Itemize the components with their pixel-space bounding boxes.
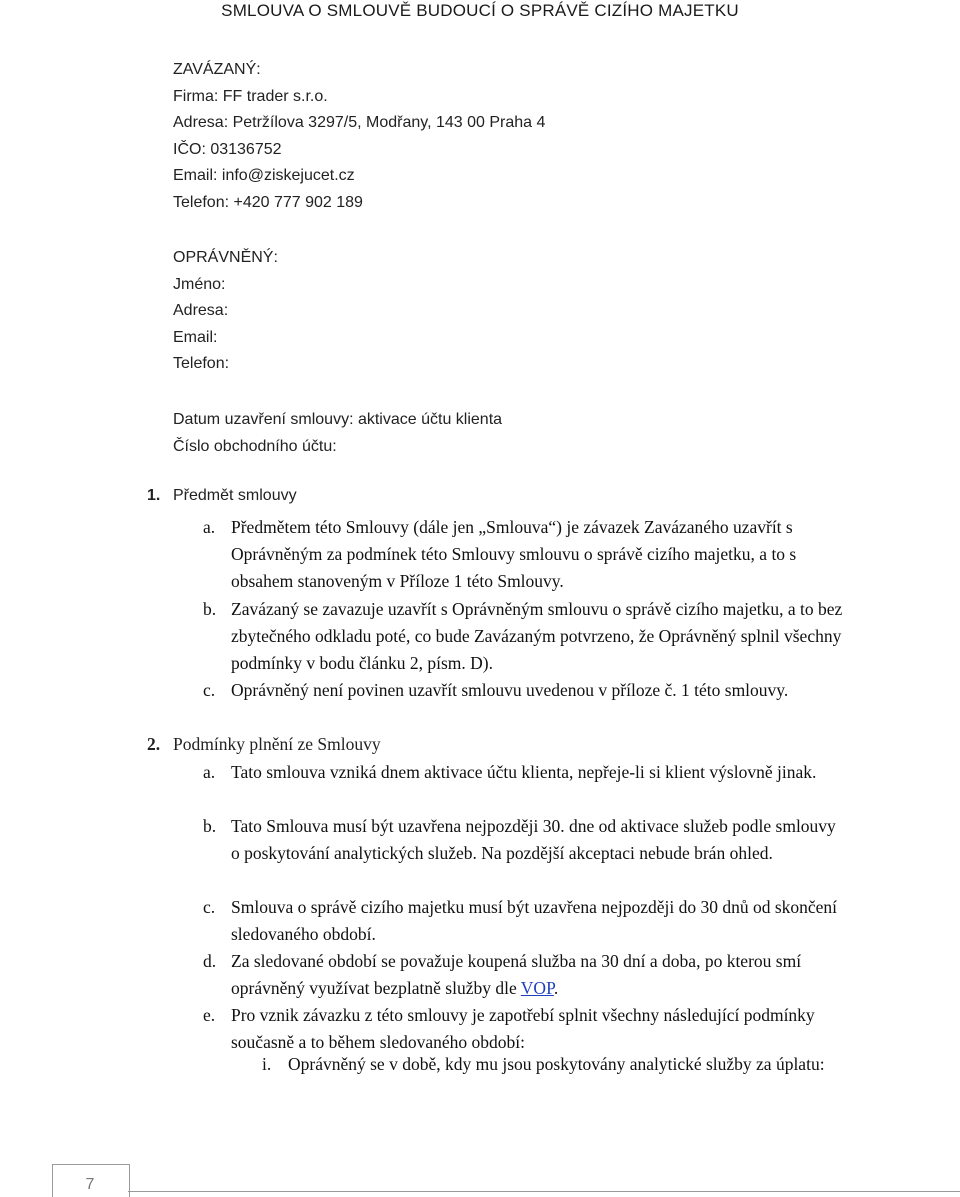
list-marker: b.	[203, 599, 217, 619]
list-item	[203, 813, 843, 867]
zavazany-ico: IČO: 03136752	[173, 140, 282, 158]
list-item	[203, 894, 843, 948]
party-opravneny	[173, 245, 278, 378]
list-item	[203, 596, 843, 677]
list-item-text-part: Za sledované období se považuje koupená služba na 30 dní a doba, po kterou smí oprávněný využívat bezplatně služby dle	[231, 951, 802, 998]
opravneny-jmeno: Jméno:	[173, 275, 226, 293]
opravneny-heading: OPRÁVNĚNÝ:	[173, 249, 278, 266]
sub-list-item	[262, 1051, 842, 1078]
list-item-text: Předmětem této Smlouvy (dále jen „Smlouva“) je závazek Zavázaného uzavřít s Oprávněným za podmínek této Smlouvy smlouvu o správě cizího majetku, a to s obsahem stanoveným v Příloze 1 této Smlouvy.	[231, 517, 797, 591]
list-marker: a.	[203, 517, 216, 537]
opravneny-email: Email:	[173, 328, 218, 346]
section-2-heading	[147, 734, 381, 755]
list-item	[203, 948, 843, 1002]
list-marker: d.	[203, 951, 217, 971]
list-marker: c.	[203, 680, 216, 700]
contract-date: Datum uzavření smlouvy: aktivace účtu klienta	[173, 411, 503, 428]
list-marker: e.	[203, 1005, 216, 1025]
section-number: 1.	[147, 487, 161, 504]
zavazany-firma: Firma: FF trader s.r.o.	[173, 87, 328, 105]
vop-link[interactable]: VOP	[520, 978, 554, 998]
list-item-text: Zavázaný se zavazuje uzavřít s Oprávněným smlouvu o správě cizího majetku, a to bez zbytečného odkladu poté, co bude Zavázaným potvrzeno, že Oprávněný splnil všechny podmínky v bodu článku 2, písm. D).	[231, 599, 843, 673]
section-title: Předmět smlouvy	[173, 487, 297, 504]
list-item	[203, 514, 843, 595]
section-number: 2.	[147, 734, 161, 754]
list-marker: i.	[262, 1054, 272, 1074]
footer-divider	[128, 1191, 960, 1192]
list-item-text-part: .	[553, 978, 559, 998]
zavazany-adresa: Adresa: Petržílova 3297/5, Modřany, 143 00 Praha 4	[173, 114, 546, 131]
list-item-text	[231, 948, 843, 1002]
account-number: Číslo obchodního účtu:	[173, 437, 337, 455]
page-header-title: SMLOUVA O SMLOUVĚ BUDOUCÍ O SPRÁVĚ CIZÍHO MAJETKU	[221, 1, 739, 20]
party-zavazany	[173, 57, 545, 216]
list-item-text: Pro vznik závazku z této smlouvy je zapotřebí splnit všechny následující podmínky současně a to během sledovaného období:	[231, 1005, 815, 1052]
list-item-text: Tato smlouva vzniká dnem aktivace účtu klienta, nepřeje-li si klient výslovně jinak.	[231, 762, 817, 782]
list-item-text: Oprávněný se v době, kdy mu jsou poskytovány analytické služby za úplatu:	[288, 1054, 825, 1074]
list-item	[203, 759, 843, 786]
zavazany-heading: ZAVÁZANÝ:	[173, 61, 261, 78]
contract-info	[173, 407, 502, 460]
list-marker: a.	[203, 762, 216, 782]
zavazany-email: Email: info@ziskejucet.cz	[173, 167, 355, 184]
section-title: Podmínky plnění ze Smlouvy	[173, 734, 381, 754]
section-1-heading	[147, 487, 297, 505]
opravneny-telefon: Telefon:	[173, 355, 230, 372]
opravneny-adresa: Adresa:	[173, 302, 229, 319]
list-marker: b.	[203, 816, 217, 836]
zavazany-telefon: Telefon: +420 777 902 189	[173, 193, 363, 211]
list-item	[203, 677, 843, 704]
list-item-text: Tato Smlouva musí být uzavřena nejpozději 30. dne od aktivace služeb podle smlouvy o poskytování analytických služeb. Na pozdější akceptaci nebude brán ohled.	[231, 816, 836, 863]
list-item-text: Smlouva o správě cizího majetku musí být uzavřena nejpozději do 30 dnů od skončení sledovaného období.	[231, 897, 838, 944]
list-item-text: Oprávněný není povinen uzavřít smlouvu uvedenou v příloze č. 1 této smlouvy.	[231, 680, 789, 700]
page-number: 7	[85, 1176, 95, 1193]
list-marker: c.	[203, 897, 216, 917]
list-item	[203, 1002, 843, 1056]
